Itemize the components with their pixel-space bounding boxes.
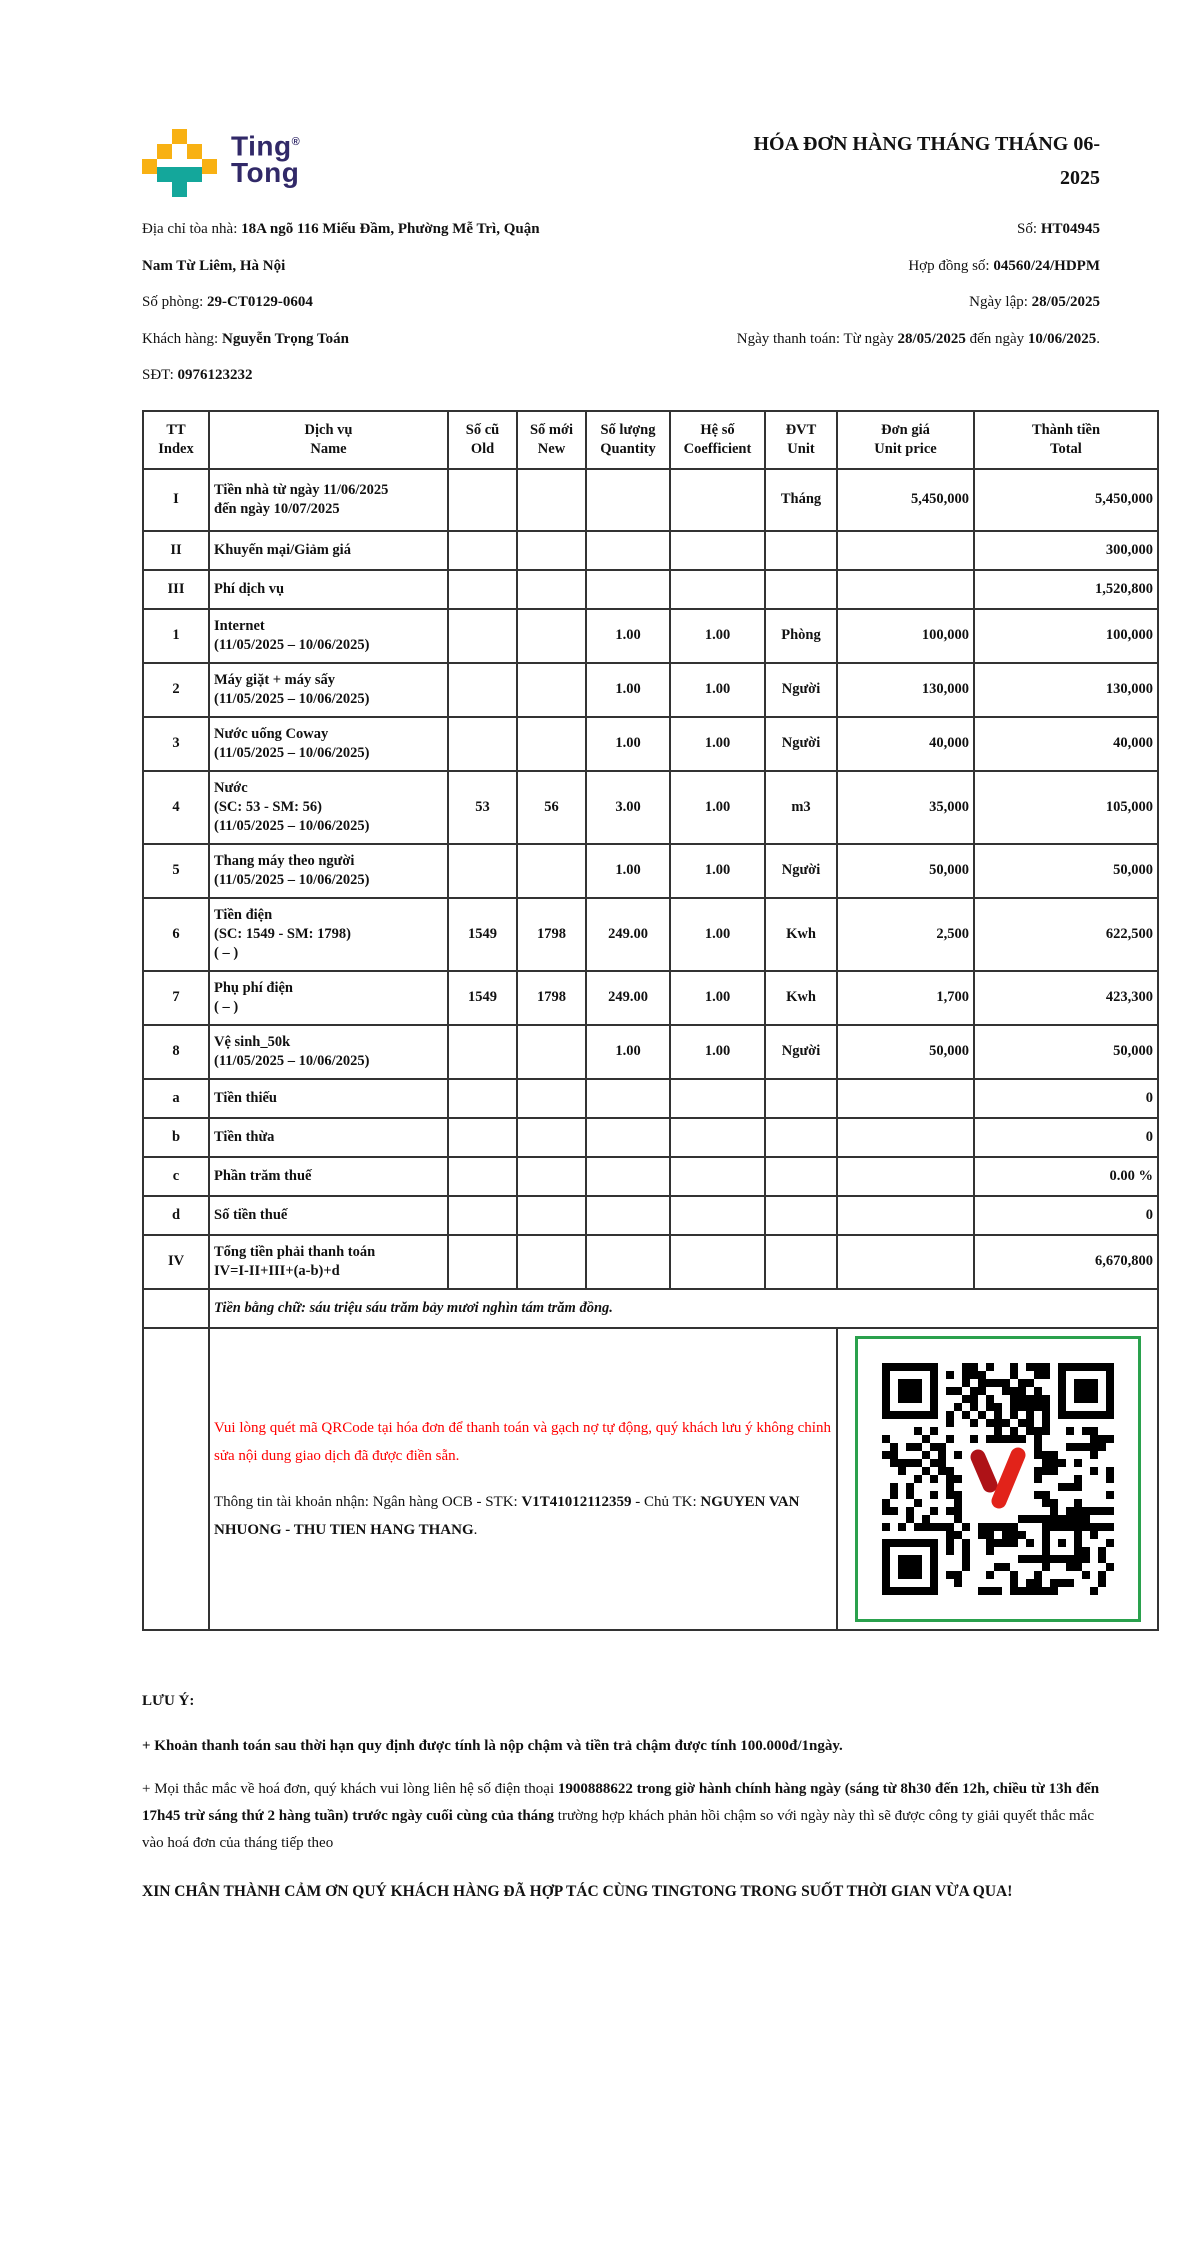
hotline-note: + Mọi thắc mắc về hoá đơn, quý khách vui lòng liên hệ số điện thoại 1900888622 trong giờ hành chính hàng ngày (sáng từ 8h30 đến 12h, chiều từ 13h đến 17h45 trừ sáng thứ 2 hàng tuần) trước ngày cuối cùng của tháng trường hợp khách phản hồi chậm so với ngày này thì sẽ được công ty giải quyết thắc mắc vào hoá đơn của tháng tiếp theo bbox=[142, 1780, 1100, 1851]
cell-total: 100,000 bbox=[974, 609, 1158, 663]
registered-mark-icon: ® bbox=[291, 136, 301, 148]
room-number: Số phòng: 29-CT0129-0604 bbox=[142, 294, 313, 310]
cell-name: Vệ sinh_50k (11/05/2025 – 10/06/2025) bbox=[209, 1025, 448, 1079]
page-title: HÓA ĐƠN HÀNG THÁNG THÁNG 06- 2025 bbox=[753, 133, 1100, 189]
cell-total: 300,000 bbox=[974, 531, 1158, 570]
cell-unit bbox=[765, 1157, 837, 1196]
col-header-old: Số cũ Old bbox=[448, 411, 517, 469]
qr-code-cell bbox=[837, 1328, 1158, 1630]
cell-new bbox=[517, 1118, 586, 1157]
cell-unit bbox=[765, 1079, 837, 1118]
cell-coefficient bbox=[670, 1157, 765, 1196]
cell-total: 0.00 % bbox=[974, 1157, 1158, 1196]
contract-number: Hợp đồng số: 04560/24/HDPM bbox=[908, 257, 1100, 274]
cell-new bbox=[517, 844, 586, 898]
header bbox=[142, 95, 1100, 199]
cell-index: d bbox=[143, 1196, 209, 1235]
cell-unit: Người bbox=[765, 663, 837, 717]
cell-index: 3 bbox=[143, 717, 209, 771]
cell-name: Thang máy theo người (11/05/2025 – 10/06/2025) bbox=[209, 844, 448, 898]
cell-name: Tiền điện (SC: 1549 - SM: 1798) ( – ) bbox=[209, 898, 448, 971]
cell-index: 6 bbox=[143, 898, 209, 971]
cell-new bbox=[517, 717, 586, 771]
table-row bbox=[143, 1157, 1158, 1196]
cell-new: 56 bbox=[517, 771, 586, 844]
invoice-number: Số: HT04945 bbox=[1017, 221, 1100, 237]
payment-instructions bbox=[209, 1328, 837, 1630]
col-header-unit-price: Đơn giá Unit price bbox=[837, 411, 974, 469]
cell-total: 50,000 bbox=[974, 1025, 1158, 1079]
cell-empty bbox=[143, 1289, 209, 1328]
cell-unit bbox=[765, 1196, 837, 1235]
cell-coefficient bbox=[670, 531, 765, 570]
cell-new: 1798 bbox=[517, 971, 586, 1025]
bank-account-info: Thông tin tài khoản nhận: Ngân hàng OCB - STK: V1T41012112359 - Chủ TK: NGUYEN VAN NHUONG - THU TIEN HANG THANG. bbox=[214, 1493, 800, 1538]
cell-unit-price bbox=[837, 531, 974, 570]
cell-old bbox=[448, 717, 517, 771]
cell-quantity bbox=[586, 469, 670, 531]
col-header-index: TT Index bbox=[143, 411, 209, 469]
cell-quantity: 1.00 bbox=[586, 844, 670, 898]
cell-index: 4 bbox=[143, 771, 209, 844]
notes-title: LƯU Ý: bbox=[142, 1692, 195, 1709]
cell-unit: Người bbox=[765, 717, 837, 771]
cell-total: 1,520,800 bbox=[974, 570, 1158, 609]
cell-coefficient bbox=[670, 1118, 765, 1157]
cell-quantity: 1.00 bbox=[586, 717, 670, 771]
cell-coefficient: 1.00 bbox=[670, 1025, 765, 1079]
cell-total: 622,500 bbox=[974, 898, 1158, 971]
cell-unit: Phòng bbox=[765, 609, 837, 663]
cell-unit bbox=[765, 531, 837, 570]
tingtong-wordmark: Ting® Tong bbox=[231, 130, 301, 189]
qr-code-frame bbox=[855, 1336, 1141, 1622]
cell-total: 5,450,000 bbox=[974, 469, 1158, 531]
cell-name: Phí dịch vụ bbox=[209, 570, 448, 609]
cell-unit-price: 35,000 bbox=[837, 771, 974, 844]
cell-unit-price: 50,000 bbox=[837, 1025, 974, 1079]
cell-old: 1549 bbox=[448, 971, 517, 1025]
cell-old bbox=[448, 1118, 517, 1157]
cell-unit: Kwh bbox=[765, 971, 837, 1025]
cell-name: Nước (SC: 53 - SM: 56) (11/05/2025 – 10/06/2025) bbox=[209, 771, 448, 844]
invoice-info bbox=[142, 211, 1100, 394]
cell-quantity: 1.00 bbox=[586, 609, 670, 663]
qr-row bbox=[143, 1328, 1158, 1630]
tingtong-logo bbox=[142, 129, 300, 199]
table-row bbox=[143, 1235, 1158, 1289]
cell-quantity bbox=[586, 531, 670, 570]
cell-unit: Người bbox=[765, 1025, 837, 1079]
cell-old bbox=[448, 663, 517, 717]
cell-unit: m3 bbox=[765, 771, 837, 844]
payment-period: Ngày thanh toán: Từ ngày 28/05/2025 đến ngày 10/06/2025. bbox=[736, 330, 1100, 347]
cell-index: I bbox=[143, 469, 209, 531]
cell-new: 1798 bbox=[517, 898, 586, 971]
table-row bbox=[143, 844, 1158, 898]
cell-quantity: 1.00 bbox=[586, 1025, 670, 1079]
cell-new bbox=[517, 1235, 586, 1289]
cell-index: IV bbox=[143, 1235, 209, 1289]
cell-new bbox=[517, 1025, 586, 1079]
cell-quantity bbox=[586, 1196, 670, 1235]
cell-unit-price bbox=[837, 1235, 974, 1289]
cell-unit-price bbox=[837, 1079, 974, 1118]
cell-unit-price: 50,000 bbox=[837, 844, 974, 898]
cell-index: a bbox=[143, 1079, 209, 1118]
cell-new bbox=[517, 609, 586, 663]
table-row bbox=[143, 1118, 1158, 1157]
col-header-unit: ĐVT Unit bbox=[765, 411, 837, 469]
table-row bbox=[143, 469, 1158, 531]
cell-unit-price bbox=[837, 1118, 974, 1157]
cell-old bbox=[448, 1196, 517, 1235]
cell-old: 53 bbox=[448, 771, 517, 844]
cell-old bbox=[448, 1079, 517, 1118]
col-header-total: Thành tiền Total bbox=[974, 411, 1158, 469]
cell-total: 0 bbox=[974, 1118, 1158, 1157]
cell-old bbox=[448, 469, 517, 531]
table-row bbox=[143, 1025, 1158, 1079]
cell-index: 8 bbox=[143, 1025, 209, 1079]
cell-unit: Kwh bbox=[765, 898, 837, 971]
cell-name: Tổng tiền phải thanh toán IV=I-II+III+(a-b)+d bbox=[209, 1235, 448, 1289]
table-row bbox=[143, 570, 1158, 609]
cell-quantity: 249.00 bbox=[586, 898, 670, 971]
cell-new bbox=[517, 1079, 586, 1118]
cell-old bbox=[448, 531, 517, 570]
cell-total: 0 bbox=[974, 1079, 1158, 1118]
table-row bbox=[143, 1196, 1158, 1235]
cell-new bbox=[517, 531, 586, 570]
cell-quantity: 249.00 bbox=[586, 971, 670, 1025]
cell-coefficient: 1.00 bbox=[670, 663, 765, 717]
cell-total: 6,670,800 bbox=[974, 1235, 1158, 1289]
cell-old bbox=[448, 609, 517, 663]
cell-unit-price: 130,000 bbox=[837, 663, 974, 717]
cell-index: b bbox=[143, 1118, 209, 1157]
cell-quantity: 3.00 bbox=[586, 771, 670, 844]
cell-coefficient bbox=[670, 1196, 765, 1235]
cell-name: Số tiền thuế bbox=[209, 1196, 448, 1235]
cell-old bbox=[448, 1235, 517, 1289]
cell-new bbox=[517, 1196, 586, 1235]
tingtong-logo-icon bbox=[142, 129, 218, 199]
table-row bbox=[143, 1079, 1158, 1118]
cell-total: 423,300 bbox=[974, 971, 1158, 1025]
table-row bbox=[143, 663, 1158, 717]
cell-quantity bbox=[586, 1118, 670, 1157]
cell-coefficient: 1.00 bbox=[670, 717, 765, 771]
cell-total: 105,000 bbox=[974, 771, 1158, 844]
cell-unit: Tháng bbox=[765, 469, 837, 531]
cell-index: 2 bbox=[143, 663, 209, 717]
cell-old bbox=[448, 1157, 517, 1196]
cell-unit-price: 100,000 bbox=[837, 609, 974, 663]
cell-name: Tiền nhà từ ngày 11/06/2025 đến ngày 10/07/2025 bbox=[209, 469, 448, 531]
cell-coefficient bbox=[670, 1235, 765, 1289]
cell-unit bbox=[765, 1118, 837, 1157]
table-row bbox=[143, 717, 1158, 771]
cell-unit bbox=[765, 1235, 837, 1289]
issue-date: Ngày lập: 28/05/2025 bbox=[969, 294, 1100, 310]
cell-quantity bbox=[586, 1157, 670, 1196]
cell-quantity: 1.00 bbox=[586, 663, 670, 717]
cell-name: Phần trăm thuế bbox=[209, 1157, 448, 1196]
qr-warning-text: Vui lòng quét mã QRCode tại hóa đơn để thanh toán và gạch nợ tự động, quý khách lưu ý không chỉnh sửa nội dung giao dịch đã được điền sẵn. bbox=[214, 1419, 831, 1464]
cell-empty bbox=[143, 1328, 209, 1630]
thank-you-note: XIN CHÂN THÀNH CẢM ƠN QUÝ KHÁCH HÀNG ĐÃ HỢP TÁC CÙNG TINGTONG TRONG SUỐT THỜI GIAN VỪA QUA! bbox=[142, 1882, 1013, 1900]
cell-name: Khuyến mại/Giảm giá bbox=[209, 531, 448, 570]
amount-in-words: Tiền bằng chữ: sáu triệu sáu trăm bảy mươi nghìn tám trăm đồng. bbox=[209, 1289, 1158, 1328]
cell-index: 5 bbox=[143, 844, 209, 898]
cell-old bbox=[448, 570, 517, 609]
amount-in-words-row bbox=[143, 1289, 1158, 1328]
cell-new bbox=[517, 469, 586, 531]
cell-coefficient: 1.00 bbox=[670, 971, 765, 1025]
table-row bbox=[143, 898, 1158, 971]
cell-unit-price: 1,700 bbox=[837, 971, 974, 1025]
building-info bbox=[142, 211, 662, 394]
cell-unit-price: 40,000 bbox=[837, 717, 974, 771]
cell-total: 40,000 bbox=[974, 717, 1158, 771]
cell-new bbox=[517, 1157, 586, 1196]
col-header-coefficient: Hệ số Coefficient bbox=[670, 411, 765, 469]
cell-coefficient bbox=[670, 469, 765, 531]
cell-unit-price: 2,500 bbox=[837, 898, 974, 971]
cell-total: 50,000 bbox=[974, 844, 1158, 898]
cell-total: 0 bbox=[974, 1196, 1158, 1235]
cell-index: c bbox=[143, 1157, 209, 1196]
table-row bbox=[143, 771, 1158, 844]
invoice-meta bbox=[662, 211, 1100, 394]
table-header-row bbox=[143, 411, 1158, 469]
cell-coefficient bbox=[670, 1079, 765, 1118]
cell-quantity bbox=[586, 570, 670, 609]
invoice-table-body bbox=[143, 469, 1158, 1289]
cell-coefficient: 1.00 bbox=[670, 771, 765, 844]
cell-name: Máy giặt + máy sấy (11/05/2025 – 10/06/2025) bbox=[209, 663, 448, 717]
cell-name: Tiền thiếu bbox=[209, 1079, 448, 1118]
late-payment-note: + Khoản thanh toán sau thời hạn quy định được tính là nộp chậm và tiền trả chậm được tính 100.000đ/1ngày. bbox=[142, 1737, 843, 1754]
cell-name: Nước uống Coway (11/05/2025 – 10/06/2025) bbox=[209, 717, 448, 771]
cell-unit-price: 5,450,000 bbox=[837, 469, 974, 531]
building-address-line1: Địa chỉ tòa nhà: 18A ngõ 116 Miếu Đầm, Phường Mễ Trì, Quận bbox=[142, 221, 540, 237]
cell-unit bbox=[765, 570, 837, 609]
qr-code bbox=[882, 1363, 1114, 1595]
cell-index: III bbox=[143, 570, 209, 609]
table-row bbox=[143, 971, 1158, 1025]
col-header-quantity: Số lượng Quantity bbox=[586, 411, 670, 469]
col-header-new: Số mới New bbox=[517, 411, 586, 469]
cell-coefficient: 1.00 bbox=[670, 898, 765, 971]
cell-unit-price bbox=[837, 570, 974, 609]
cell-unit: Người bbox=[765, 844, 837, 898]
customer-phone: SĐT: 0976123232 bbox=[142, 367, 253, 383]
cell-unit-price bbox=[837, 1157, 974, 1196]
table-row bbox=[143, 531, 1158, 570]
cell-new bbox=[517, 570, 586, 609]
cell-name: Phụ phí điện ( – ) bbox=[209, 971, 448, 1025]
cell-old bbox=[448, 844, 517, 898]
footer-notes bbox=[142, 1693, 1104, 1906]
cell-coefficient: 1.00 bbox=[670, 609, 765, 663]
cell-total: 130,000 bbox=[974, 663, 1158, 717]
cell-quantity bbox=[586, 1079, 670, 1118]
cell-quantity bbox=[586, 1235, 670, 1289]
cell-unit-price bbox=[837, 1196, 974, 1235]
table-row bbox=[143, 609, 1158, 663]
cell-name: Tiền thừa bbox=[209, 1118, 448, 1157]
cell-name: Internet (11/05/2025 – 10/06/2025) bbox=[209, 609, 448, 663]
customer-name: Khách hàng: Nguyễn Trọng Toán bbox=[142, 330, 349, 347]
cell-index: 1 bbox=[143, 609, 209, 663]
cell-coefficient: 1.00 bbox=[670, 844, 765, 898]
cell-coefficient bbox=[670, 570, 765, 609]
cell-old: 1549 bbox=[448, 898, 517, 971]
cell-index: II bbox=[143, 531, 209, 570]
cell-new bbox=[517, 663, 586, 717]
col-header-name: Dịch vụ Name bbox=[209, 411, 448, 469]
invoice-table bbox=[142, 410, 1159, 1631]
cell-old bbox=[448, 1025, 517, 1079]
building-address-line2: Nam Từ Liêm, Hà Nội bbox=[142, 257, 286, 274]
cell-index: 7 bbox=[143, 971, 209, 1025]
